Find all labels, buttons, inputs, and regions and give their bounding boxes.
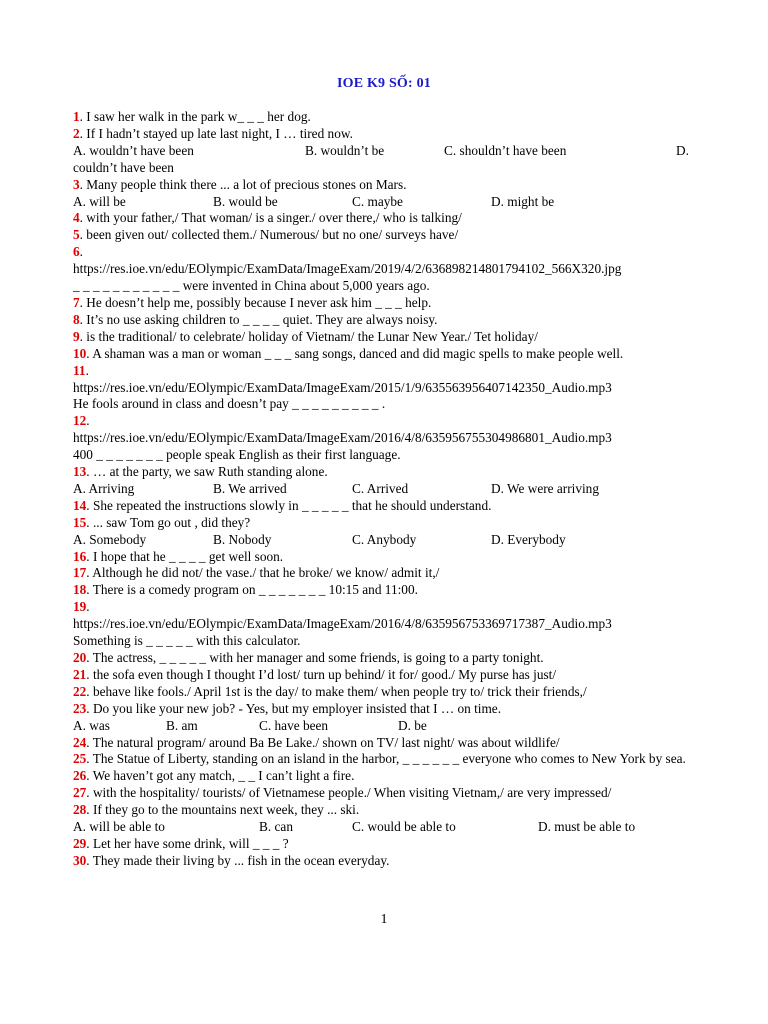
question-text: . behave like fools./ April 1st is the day/ to make them/ when people try to/ trick their friends,/: [86, 683, 587, 699]
question-line: [73, 599, 723, 616]
question-line: [73, 549, 723, 566]
question-text: . The Statue of Liberty, standing on an island in the harbor, _ _ _ _ _ _ everyone who comes to New York by sea.: [86, 751, 686, 767]
question-number: 23: [73, 700, 87, 716]
question-line: [73, 312, 723, 329]
question-text: . She repeated the instructions slowly in _ _ _ _ _ that he should understand.: [86, 497, 492, 513]
question-number: 26: [73, 768, 87, 784]
question-number: 18: [73, 582, 87, 598]
question-line: [73, 701, 723, 718]
answer-option-continuation: couldn’t have been: [73, 159, 174, 175]
question-text: . with the hospitality/ tourists/ of Vietnamese people./ When visiting Vietnam,/ are very impressed/: [86, 785, 612, 801]
question-number: 3: [73, 176, 80, 192]
answer-options: [73, 194, 723, 211]
question-number: 25: [73, 751, 87, 767]
page-number: 1: [380, 912, 388, 927]
question-text: . The actress, _ _ _ _ _ with her manager and some friends, is going to a party tonight.: [86, 650, 544, 665]
question-line: [73, 667, 723, 684]
page-title: IOE K9 SỐ: 01: [336, 76, 431, 91]
question-number: 9: [73, 328, 80, 344]
question-number: 11: [73, 362, 86, 378]
question-text: . We haven’t got any match, _ _ I can’t light a fire.: [86, 768, 355, 784]
text-line: He fools around in class and doesn’t pay _ _ _ _ _ _ _ _ _ .: [73, 396, 386, 412]
question-number: 7: [73, 294, 80, 310]
question-number: 24: [73, 734, 87, 750]
question-text: . ... saw Tom go out , did they?: [86, 514, 251, 530]
question-text: . Let her have some drink, will _ _ _ ?: [86, 835, 289, 851]
question-text: .: [86, 413, 90, 429]
question-number: 8: [73, 311, 80, 327]
question-line: [73, 126, 723, 143]
text-line: https://res.ioe.vn/edu/EOlympic/ExamData/ImageExam/2019/4/2/636898214801794102_566X320.jpg: [73, 261, 622, 277]
question-text: . The natural program/ around Ba Be Lake./ shown on TV/ last night/ was about wildlife/: [86, 734, 560, 750]
question-line: [73, 751, 723, 768]
question-line: [73, 498, 723, 515]
answer-option: D. might be: [491, 193, 555, 209]
answer-option: D. We were arriving: [491, 480, 599, 496]
question-number: 22: [73, 683, 87, 699]
question-line: [73, 363, 723, 380]
question-line: [73, 244, 723, 261]
answer-option: C. shouldn’t have been: [444, 142, 567, 158]
text-line: https://res.ioe.vn/edu/EOlympic/ExamData/ImageExam/2016/4/8/635956753369717387_Audio.mp3: [73, 616, 612, 632]
answer-option: B. would be: [213, 193, 278, 209]
question-number: 4: [73, 210, 80, 226]
answer-option: A. will be able to: [73, 819, 165, 835]
text-line: https://res.ioe.vn/edu/EOlympic/ExamData/ImageExam/2016/4/8/635956755304986801_Audio.mp3: [73, 430, 612, 446]
question-text: .: [79, 244, 83, 260]
question-line: [73, 515, 723, 532]
question-line: [73, 109, 723, 126]
question-text: . If they go to the mountains next week, they ... ski.: [86, 802, 360, 818]
answer-option: C. Arrived: [352, 480, 409, 496]
question-line: [73, 582, 723, 599]
question-number: 20: [73, 650, 87, 665]
answer-option: C. would be able to: [352, 819, 456, 835]
answer-options: [73, 481, 723, 498]
question-line: [73, 768, 723, 785]
question-text: . Many people think there ... a lot of precious stones on Mars.: [79, 176, 407, 192]
question-line: [73, 329, 723, 346]
question-number: 6: [73, 244, 80, 260]
question-line: [73, 346, 723, 363]
question-number: 19: [73, 599, 87, 615]
question-number: 5: [73, 227, 80, 243]
question-text: .: [86, 599, 90, 615]
question-line: [73, 735, 723, 752]
question-text: .: [85, 362, 89, 378]
question-number: 27: [73, 785, 87, 801]
question-number: 21: [73, 666, 87, 682]
question-text: . He doesn’t help me, possibly because I never ask him _ _ _ help.: [79, 294, 432, 310]
question-text: . is the traditional/ to celebrate/ holiday of Vietnam/ the Lunar New Year./ Tet holiday/: [79, 328, 538, 344]
answer-options: [73, 143, 723, 160]
answer-option: C. Anybody: [352, 531, 417, 547]
text-line: _ _ _ _ _ _ _ _ _ _ _ were invented in China about 5,000 years ago.: [73, 278, 430, 294]
answer-option: B. We arrived: [213, 480, 287, 496]
answer-option: A. will be: [73, 193, 126, 209]
question-text: . the sofa even though I thought I’d lost/ turn up behind/ it for/ good./ My purse has just/: [86, 666, 557, 682]
question-line: [73, 836, 723, 853]
answer-option: B. wouldn’t be: [305, 142, 385, 158]
question-number: 12: [73, 413, 87, 429]
question-number: 2: [73, 125, 80, 141]
answer-option: B. can: [259, 819, 293, 835]
question-line: [73, 802, 723, 819]
question-text: . with your father,/ That woman/ is a singer./ over there,/ who is talking/: [79, 210, 462, 226]
question-number: 29: [73, 835, 87, 851]
answer-option: C. maybe: [352, 193, 403, 209]
question-number: 10: [73, 345, 87, 361]
question-text: . I hope that he _ _ _ _ get well soon.: [86, 548, 284, 564]
question-text: . A shaman was a man or woman _ _ _ sang songs, danced and did magic spells to make people well.: [86, 345, 624, 361]
question-number: 1: [73, 109, 80, 124]
question-text: . There is a comedy program on _ _ _ _ _ _ _ 10:15 and 11:00.: [86, 582, 418, 598]
question-line: [73, 785, 723, 802]
question-number: 30: [73, 852, 87, 868]
answer-option: D.: [676, 142, 689, 158]
question-line: [73, 177, 723, 194]
answer-option: A. Somebody: [73, 531, 147, 547]
question-line: [73, 853, 723, 870]
text-line: Something is _ _ _ _ _ with this calculator.: [73, 633, 301, 649]
answer-option: D. must be able to: [538, 819, 636, 835]
question-text: . Do you like your new job? - Yes, but my employer insisted that I … on time.: [86, 700, 502, 716]
question-line: [73, 650, 723, 667]
question-number: 15: [73, 514, 87, 530]
question-line: [73, 413, 723, 430]
answer-option: A. was: [73, 717, 110, 733]
question-text: . It’s no use asking children to _ _ _ _ quiet. They are always noisy.: [79, 311, 438, 327]
answer-option: D. Everybody: [491, 531, 566, 547]
question-line: [73, 210, 723, 227]
text-line: 400 _ _ _ _ _ _ _ people speak English as their first language.: [73, 447, 401, 463]
answer-options: [73, 532, 723, 549]
answer-options: [73, 718, 723, 735]
answer-options: [73, 819, 723, 836]
question-line: [73, 227, 723, 244]
question-number: 13: [73, 464, 87, 480]
answer-option: A. wouldn’t have been: [73, 142, 194, 158]
question-number: 17: [73, 565, 87, 581]
answer-option: B. am: [166, 717, 198, 733]
question-text: . If I hadn’t stayed up late last night, I … tired now.: [79, 125, 353, 141]
question-text: . … at the party, we saw Ruth standing alone.: [86, 464, 328, 480]
question-number: 16: [73, 548, 87, 564]
question-line: [73, 464, 723, 481]
question-text: . They made their living by ... fish in the ocean everyday.: [86, 852, 390, 868]
answer-option: A. Arriving: [73, 480, 135, 496]
answer-option: C. have been: [259, 717, 329, 733]
text-line: https://res.ioe.vn/edu/EOlympic/ExamData/ImageExam/2015/1/9/635563956407142350_Audio.mp3: [73, 379, 612, 395]
answer-option: B. Nobody: [213, 531, 272, 547]
question-line: [73, 295, 723, 312]
question-text: . been given out/ collected them./ Numerous/ but no one/ surveys have/: [79, 227, 459, 243]
question-text: . Although he did not/ the vase./ that he broke/ we know/ admit it,/: [86, 565, 440, 581]
question-list: [73, 109, 723, 870]
question-text: . I saw her walk in the park w_ _ _ her dog.: [79, 109, 311, 124]
question-line: [73, 565, 723, 582]
question-number: 28: [73, 802, 87, 818]
question-number: 14: [73, 497, 87, 513]
question-line: [73, 684, 723, 701]
answer-option: D. be: [398, 717, 427, 733]
